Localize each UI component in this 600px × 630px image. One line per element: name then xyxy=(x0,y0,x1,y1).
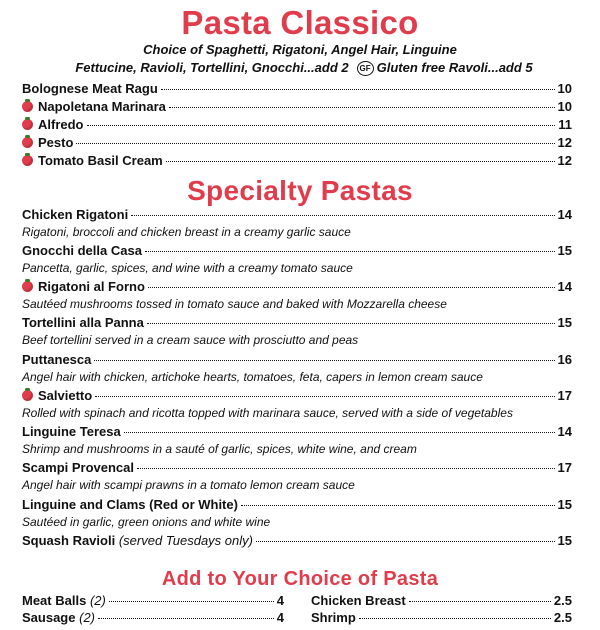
leader-dots xyxy=(94,360,554,361)
leader-dots xyxy=(359,618,551,619)
item-price: 14 xyxy=(557,424,572,439)
leader-dots xyxy=(76,143,554,144)
item-name: Bolognese Meat Ragu xyxy=(22,81,158,96)
item-name: Linguine Teresa xyxy=(22,424,121,439)
item-name: Squash Ravioli xyxy=(22,533,116,548)
menu-item xyxy=(22,243,572,259)
menu-item xyxy=(22,207,572,223)
leader-dots xyxy=(137,468,555,469)
item-price: 2.5 xyxy=(553,610,572,625)
item-price: 12 xyxy=(557,135,572,150)
menu-item xyxy=(22,352,572,368)
item-description: Rolled with spinach and ricotta topped with marinara sauce, served with a side of vegetables xyxy=(22,406,513,420)
pasta-addon-line xyxy=(0,59,600,76)
leader-dots xyxy=(241,505,555,506)
item-name: Shrimp xyxy=(311,610,356,625)
menu-item xyxy=(22,497,572,513)
item-name: Tortellini alla Panna xyxy=(22,315,144,330)
leader-dots xyxy=(409,601,551,602)
add-to-pasta-title: Add to Your Choice of Pasta xyxy=(161,568,439,590)
menu-item xyxy=(22,99,572,115)
item-price: 11 xyxy=(558,117,572,132)
leader-dots xyxy=(161,89,555,90)
addon-item xyxy=(311,610,572,626)
item-name: Sausage xyxy=(22,610,76,625)
menu-item xyxy=(22,279,572,295)
menu-item xyxy=(22,424,572,440)
leader-dots xyxy=(256,541,555,542)
item-description: Pancetta, garlic, spices, and wine with a creamy tomato sauce xyxy=(22,261,353,275)
item-price: 14 xyxy=(557,279,572,294)
item-price: 2.5 xyxy=(553,593,572,608)
leader-dots xyxy=(131,215,554,216)
item-name: Rigatoni al Forno xyxy=(38,279,145,294)
item-name: Alfredo xyxy=(38,117,84,132)
item-price: 10 xyxy=(557,81,572,96)
item-note: (served Tuesdays only) xyxy=(118,533,253,548)
item-name: Puttanesca xyxy=(22,352,92,367)
item-name: Meat Balls xyxy=(22,593,87,608)
pasta-upgrade-text: Fettucine, Ravioli, Tortellini, Gnocchi...add 2 xyxy=(75,60,349,75)
menu-item xyxy=(22,388,572,404)
tomato-icon xyxy=(22,137,33,148)
item-price: 17 xyxy=(557,460,572,475)
leader-dots xyxy=(95,396,554,397)
leader-dots xyxy=(169,107,555,108)
menu-item xyxy=(22,81,572,97)
item-name: Salvietto xyxy=(38,388,93,403)
leader-dots xyxy=(145,251,555,252)
item-price: 17 xyxy=(557,388,572,403)
tomato-icon xyxy=(22,119,33,130)
menu-item xyxy=(22,315,572,331)
leader-dots xyxy=(98,618,274,619)
item-description: Angel hair with chicken, artichoke hearts, tomatoes, feta, capers in lemon cream sauce xyxy=(22,370,483,384)
item-price: 15 xyxy=(557,243,572,258)
leader-dots xyxy=(148,287,555,288)
addon-item xyxy=(311,593,572,609)
item-description: Angel hair with scampi prawns in a tomato lemon cream sauce xyxy=(22,478,355,492)
addon-item xyxy=(22,610,284,626)
item-name: Tomato Basil Cream xyxy=(38,153,163,168)
item-name: Gnocchi della Casa xyxy=(22,243,142,258)
addon-item xyxy=(22,593,284,609)
leader-dots xyxy=(124,432,555,433)
item-price: 12 xyxy=(557,153,572,168)
item-description: Sautéed mushrooms tossed in tomato sauce and baked with Mozzarella cheese xyxy=(22,297,447,311)
item-name: Linguine and Clams (Red or White) xyxy=(22,497,238,512)
item-name: Chicken Rigatoni xyxy=(22,207,129,222)
menu-item xyxy=(22,117,572,133)
tomato-icon xyxy=(22,155,33,166)
item-name: Pesto xyxy=(38,135,74,150)
leader-dots xyxy=(147,323,555,324)
gluten-free-icon: GF xyxy=(357,61,374,76)
menu-item xyxy=(22,153,572,169)
menu-item xyxy=(22,135,572,151)
pasta-choice-line: Choice of Spaghetti, Rigatoni, Angel Hair, Linguine xyxy=(143,42,457,57)
gluten-free-text: Gluten free Ravoli...add 5 xyxy=(376,60,533,75)
item-note: (2) xyxy=(79,610,95,625)
tomato-icon xyxy=(22,101,33,112)
item-price: 4 xyxy=(276,610,284,625)
item-name: Scampi Provencal xyxy=(22,460,134,475)
item-note: (2) xyxy=(89,593,106,608)
specialty-pastas-title: Specialty Pastas xyxy=(187,175,413,206)
item-price: 15 xyxy=(557,533,572,548)
item-description: Rigatoni, broccoli and chicken breast in a creamy garlic sauce xyxy=(22,225,351,239)
item-price: 16 xyxy=(557,352,572,367)
leader-dots xyxy=(87,125,556,126)
item-name: Napoletana Marinara xyxy=(38,99,166,114)
item-price: 15 xyxy=(557,315,572,330)
item-name: Chicken Breast xyxy=(311,593,406,608)
item-description: Shrimp and mushrooms in a sauté of garlic, spices, white wine, and cream xyxy=(22,442,417,456)
item-price: 10 xyxy=(557,99,572,114)
tomato-icon xyxy=(22,281,33,292)
item-price: 15 xyxy=(557,497,572,512)
item-price: 14 xyxy=(557,207,572,222)
leader-dots xyxy=(109,601,274,602)
item-description: Sautéed in garlic, green onions and white wine xyxy=(22,515,271,529)
item-description: Beef tortellini served in a cream sauce with prosciutto and peas xyxy=(22,333,359,347)
pasta-classico-title: Pasta Classico xyxy=(181,4,419,41)
menu-item xyxy=(22,460,572,476)
leader-dots xyxy=(166,161,555,162)
item-price: 4 xyxy=(276,593,284,608)
menu-item xyxy=(22,533,572,549)
tomato-icon xyxy=(22,390,33,401)
